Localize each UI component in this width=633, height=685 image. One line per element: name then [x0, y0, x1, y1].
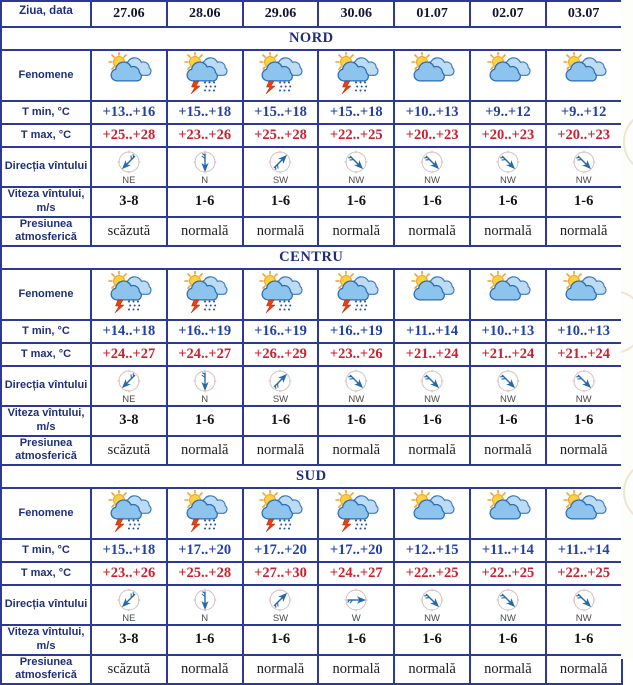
- wind-direction-w-compass-icon: [343, 587, 369, 613]
- wind-direction-label: NW: [348, 174, 365, 186]
- tmin-value: +17..+20: [167, 539, 243, 562]
- row-label-t_max: T max, °C: [1, 562, 91, 585]
- pressure-value: normală: [243, 655, 319, 685]
- wind-direction-label: SW: [272, 393, 289, 405]
- wind-speed-value: 1-6: [167, 406, 243, 436]
- pressure-value: normală: [318, 217, 394, 247]
- tmin-value: +16..+19: [318, 320, 394, 343]
- wind-direction-label: NW: [424, 393, 440, 405]
- wind-direction-label: NE: [122, 174, 136, 186]
- row-label-t_max: T max, °C: [1, 124, 91, 147]
- wind-speed-value: 1-6: [318, 187, 394, 217]
- corner-label-cell: [1, 1, 91, 27]
- wind-direction-cell: [546, 585, 622, 625]
- wind-direction-cell: [470, 585, 546, 625]
- wind-speed-row: [1, 406, 622, 436]
- tmin-value: +10..+13: [470, 320, 546, 343]
- wind-direction-nw-compass-icon: [343, 149, 369, 175]
- phenomena-cell: [243, 488, 319, 539]
- phenomena-cell: [318, 50, 394, 101]
- tmin-value: +17..+20: [243, 539, 319, 562]
- phenomena-cell: [470, 488, 546, 539]
- wind-speed-value: 1-6: [546, 625, 622, 655]
- phenomena-cell: [167, 50, 243, 101]
- weather-thunderstorm-rain-icon: [181, 52, 229, 94]
- wind-direction-n-compass-icon: [192, 587, 218, 613]
- pressure-value: scăzută: [91, 436, 167, 466]
- tmin-row: [1, 539, 622, 562]
- wind-speed-value: 1-6: [470, 406, 546, 436]
- date-header-row: [1, 1, 622, 27]
- phenomena-cell: [91, 269, 167, 320]
- wind-direction-n-compass-icon: [192, 149, 218, 175]
- region-band-row: [1, 246, 622, 269]
- wind-direction-nw-compass-icon: [419, 368, 445, 394]
- tmin-value: +17..+20: [318, 539, 394, 562]
- tmin-value: +10..+13: [394, 101, 470, 124]
- tmin-value: +9..+12: [546, 101, 622, 124]
- wind-direction-label: NW: [499, 174, 516, 186]
- phenomena-cell: [394, 488, 470, 539]
- row-label-phenomena: Fenomene: [1, 269, 91, 320]
- tmax-value: +22..+25: [470, 562, 546, 585]
- tmax-value: +20..+23: [470, 124, 546, 147]
- tmin-value: +16..+19: [167, 320, 243, 343]
- wind-direction-cell: [318, 585, 394, 625]
- weather-partly-cloudy-icon: [560, 52, 608, 94]
- wind-speed-row: [1, 625, 622, 655]
- wind-direction-sw-compass-icon: [267, 149, 293, 175]
- tmax-value: +21..+24: [470, 343, 546, 366]
- tmax-value: +26..+29: [243, 343, 319, 366]
- wind-direction-ne-compass-icon: [116, 368, 142, 394]
- wind-speed-value: 1-6: [243, 406, 319, 436]
- tmax-value: +20..+23: [394, 124, 470, 147]
- pressure-value: normală: [546, 436, 622, 466]
- wind-direction-nw-compass-icon: [571, 368, 597, 394]
- wind-direction-nw-compass-icon: [495, 368, 521, 394]
- wind-speed-value: 1-6: [243, 187, 319, 217]
- tmax-value: +21..+24: [546, 343, 622, 366]
- wind-speed-value: 1-6: [546, 187, 622, 217]
- phenomena-cell: [470, 50, 546, 101]
- row-label-t_min: T min, °C: [1, 101, 91, 124]
- wind-direction-cell: [470, 366, 546, 406]
- wind-direction-cell: [546, 147, 622, 187]
- tmin-value: +9..+12: [470, 101, 546, 124]
- wind-direction-label: NW: [348, 393, 365, 405]
- wind-speed-value: 1-6: [470, 625, 546, 655]
- tmax-value: +23..+26: [91, 562, 167, 585]
- weather-thunderstorm-rain-icon: [256, 52, 304, 94]
- tmin-value: +13..+16: [91, 101, 167, 124]
- row-label-wind_dir: Direcția vîntului: [1, 366, 91, 406]
- wind-direction-cell: [91, 585, 167, 625]
- weather-thunderstorm-rain-icon: [105, 271, 153, 313]
- phenomena-cell: [546, 488, 622, 539]
- wind-direction-sw-compass-icon: [267, 587, 293, 613]
- row-label-phenomena: Fenomene: [1, 50, 91, 101]
- tmax-value: +22..+25: [318, 124, 394, 147]
- tmax-row: [1, 124, 622, 147]
- tmax-value: +23..+26: [318, 343, 394, 366]
- phenomena-cell: [546, 269, 622, 320]
- corner-label: Ziua, data: [19, 5, 73, 17]
- wind-direction-cell: [318, 147, 394, 187]
- weather-thunderstorm-rain-icon: [181, 271, 229, 313]
- tmax-value: +25..+28: [91, 124, 167, 147]
- wind-direction-label: NW: [424, 174, 440, 186]
- wind-direction-label: NW: [575, 393, 592, 405]
- pressure-value: normală: [394, 436, 470, 466]
- date-cell: 27.06: [91, 1, 167, 27]
- tmax-value: +23..+26: [167, 124, 243, 147]
- pressure-value: normală: [394, 217, 470, 247]
- tmax-value: +20..+23: [546, 124, 622, 147]
- weather-partly-cloudy-icon: [408, 271, 456, 313]
- tmax-value: +25..+28: [167, 562, 243, 585]
- date-cell: 01.07: [394, 1, 470, 27]
- date-cell: 30.06: [318, 1, 394, 27]
- wind-speed-value: 3-8: [91, 187, 167, 217]
- wind-direction-cell: [243, 585, 319, 625]
- row-label-t_min: T min, °C: [1, 539, 91, 562]
- pressure-value: normală: [470, 217, 546, 247]
- wind-direction-ne-compass-icon: [116, 149, 142, 175]
- phenomena-cell: [167, 488, 243, 539]
- region-band-row: [1, 27, 622, 50]
- pressure-value: normală: [546, 655, 622, 685]
- phenomena-row: [1, 269, 622, 320]
- wind-direction-label: NE: [122, 612, 136, 624]
- phenomena-cell: [167, 269, 243, 320]
- wind-direction-label: NE: [122, 393, 136, 405]
- pressure-value: normală: [167, 655, 243, 685]
- wind-speed-value: 1-6: [394, 625, 470, 655]
- wind-direction-label: SW: [272, 174, 289, 186]
- wind-direction-cell: [243, 147, 319, 187]
- wind-direction-nw-compass-icon: [571, 587, 597, 613]
- weather-thunderstorm-rain-icon: [105, 490, 153, 532]
- weather-thunderstorm-rain-icon: [256, 490, 304, 532]
- wind-direction-label: N: [201, 612, 209, 624]
- tmin-value: +16..+19: [243, 320, 319, 343]
- tmax-value: +24..+27: [167, 343, 243, 366]
- row-label-wind_speed: Viteza vîntului, m/s: [1, 406, 91, 436]
- wind-direction-cell: [167, 585, 243, 625]
- row-label-t_min: T min, °C: [1, 320, 91, 343]
- wind-direction-label: N: [201, 174, 209, 186]
- weather-partly-cloudy-icon: [484, 52, 532, 94]
- tmin-value: +15..+18: [91, 539, 167, 562]
- wind-direction-cell: [318, 366, 394, 406]
- region-title-nord: NORD: [1, 27, 622, 50]
- row-label-t_max: T max, °C: [1, 343, 91, 366]
- weather-partly-cloudy-icon: [408, 490, 456, 532]
- wind-direction-n-compass-icon: [192, 368, 218, 394]
- weather-partly-cloudy-icon: [105, 52, 153, 94]
- row-label-pressure: Presiunea atmosferică: [1, 655, 91, 685]
- wind-direction-label: NW: [575, 612, 592, 624]
- phenomena-cell: [91, 488, 167, 539]
- pressure-value: normală: [167, 217, 243, 247]
- wind-direction-cell: [167, 366, 243, 406]
- region-title-sud: SUD: [1, 465, 622, 488]
- weather-partly-cloudy-icon: [560, 490, 608, 532]
- wind-speed-value: 1-6: [394, 406, 470, 436]
- wind-direction-sw-compass-icon: [267, 368, 293, 394]
- weather-partly-cloudy-icon: [560, 271, 608, 313]
- tmax-value: +24..+27: [318, 562, 394, 585]
- pressure-value: normală: [470, 436, 546, 466]
- phenomena-row: [1, 488, 622, 539]
- wind-speed-value: 1-6: [394, 187, 470, 217]
- weather-thunderstorm-rain-icon: [181, 490, 229, 532]
- pressure-value: normală: [243, 217, 319, 247]
- tmin-value: +14..+18: [91, 320, 167, 343]
- wind-direction-row: [1, 585, 622, 625]
- row-label-wind_dir: Direcția vîntului: [1, 585, 91, 625]
- date-cell: 02.07: [470, 1, 546, 27]
- tmin-row: [1, 320, 622, 343]
- phenomena-cell: [91, 50, 167, 101]
- pressure-value: normală: [318, 436, 394, 466]
- row-label-phenomena: Fenomene: [1, 488, 91, 539]
- region-band-row: [1, 465, 622, 488]
- tmin-value: +11..+14: [394, 320, 470, 343]
- wind-direction-cell: [91, 366, 167, 406]
- row-label-pressure: Presiunea atmosferică: [1, 436, 91, 466]
- weather-thunderstorm-rain-icon: [332, 271, 380, 313]
- pressure-row: [1, 217, 622, 247]
- wind-direction-nw-compass-icon: [495, 587, 521, 613]
- tmin-value: +10..+13: [546, 320, 622, 343]
- tmax-value: +25..+28: [243, 124, 319, 147]
- phenomena-cell: [318, 488, 394, 539]
- wind-direction-cell: [394, 366, 470, 406]
- row-label-wind_speed: Viteza vîntului, m/s: [1, 187, 91, 217]
- pressure-row: [1, 436, 622, 466]
- tmin-value: +15..+18: [243, 101, 319, 124]
- weather-partly-cloudy-icon: [484, 490, 532, 532]
- phenomena-row: [1, 50, 622, 101]
- wind-direction-nw-compass-icon: [419, 587, 445, 613]
- phenomena-cell: [318, 269, 394, 320]
- wind-direction-label: NW: [424, 612, 440, 624]
- wind-direction-nw-compass-icon: [495, 149, 521, 175]
- tmax-value: +21..+24: [394, 343, 470, 366]
- pressure-value: normală: [243, 436, 319, 466]
- wind-direction-nw-compass-icon: [571, 149, 597, 175]
- tmax-value: +22..+25: [546, 562, 622, 585]
- pressure-value: normală: [470, 655, 546, 685]
- wind-speed-value: 1-6: [318, 406, 394, 436]
- wind-direction-ne-compass-icon: [116, 587, 142, 613]
- weather-thunderstorm-rain-icon: [332, 52, 380, 94]
- row-label-wind_speed: Viteza vîntului, m/s: [1, 625, 91, 655]
- wind-direction-label: NW: [499, 393, 516, 405]
- wind-direction-cell: [546, 366, 622, 406]
- phenomena-cell: [470, 269, 546, 320]
- wind-direction-nw-compass-icon: [343, 368, 369, 394]
- wind-speed-row: [1, 187, 622, 217]
- wind-direction-label: NW: [499, 612, 516, 624]
- weather-thunderstorm-rain-icon: [256, 271, 304, 313]
- wind-direction-cell: [243, 366, 319, 406]
- wind-speed-value: 1-6: [243, 625, 319, 655]
- region-title-centru: CENTRU: [1, 246, 622, 269]
- wind-direction-row: [1, 147, 622, 187]
- wind-direction-label: W: [351, 612, 361, 624]
- date-cell: 03.07: [546, 1, 622, 27]
- tmax-row: [1, 343, 622, 366]
- phenomena-cell: [243, 269, 319, 320]
- weather-partly-cloudy-icon: [408, 52, 456, 94]
- wind-direction-cell: [470, 147, 546, 187]
- tmin-row: [1, 101, 622, 124]
- pressure-value: scăzută: [91, 217, 167, 247]
- tmax-value: +22..+25: [394, 562, 470, 585]
- page-background-watermark: [621, 0, 633, 659]
- pressure-value: normală: [394, 655, 470, 685]
- wind-direction-cell: [394, 585, 470, 625]
- wind-direction-cell: [394, 147, 470, 187]
- wind-speed-value: 1-6: [167, 625, 243, 655]
- tmax-value: +27..+30: [243, 562, 319, 585]
- weather-partly-cloudy-icon: [484, 271, 532, 313]
- wind-direction-row: [1, 366, 622, 406]
- wind-direction-label: SW: [272, 612, 289, 624]
- pressure-value: normală: [546, 217, 622, 247]
- wind-speed-value: 3-8: [91, 625, 167, 655]
- wind-speed-value: 1-6: [546, 406, 622, 436]
- phenomena-cell: [394, 50, 470, 101]
- tmin-value: +15..+18: [167, 101, 243, 124]
- wind-direction-cell: [167, 147, 243, 187]
- tmin-value: +12..+15: [394, 539, 470, 562]
- pressure-value: normală: [318, 655, 394, 685]
- tmin-value: +11..+14: [470, 539, 546, 562]
- tmax-row: [1, 562, 622, 585]
- wind-direction-label: NW: [575, 174, 592, 186]
- wind-speed-value: 1-6: [318, 625, 394, 655]
- wind-direction-cell: [91, 147, 167, 187]
- wind-direction-nw-compass-icon: [419, 149, 445, 175]
- phenomena-cell: [394, 269, 470, 320]
- phenomena-cell: [243, 50, 319, 101]
- date-cell: 28.06: [167, 1, 243, 27]
- weather-thunderstorm-rain-icon: [332, 490, 380, 532]
- date-cell: 29.06: [243, 1, 319, 27]
- tmin-value: +11..+14: [546, 539, 622, 562]
- wind-direction-label: N: [201, 393, 209, 405]
- wind-speed-value: 3-8: [91, 406, 167, 436]
- pressure-value: scăzută: [91, 655, 167, 685]
- pressure-value: normală: [167, 436, 243, 466]
- wind-speed-value: 1-6: [470, 187, 546, 217]
- row-label-pressure: Presiunea atmosferică: [1, 217, 91, 247]
- wind-speed-value: 1-6: [167, 187, 243, 217]
- tmax-value: +24..+27: [91, 343, 167, 366]
- phenomena-cell: [546, 50, 622, 101]
- row-label-wind_dir: Direcția vîntului: [1, 147, 91, 187]
- tmin-value: +15..+18: [318, 101, 394, 124]
